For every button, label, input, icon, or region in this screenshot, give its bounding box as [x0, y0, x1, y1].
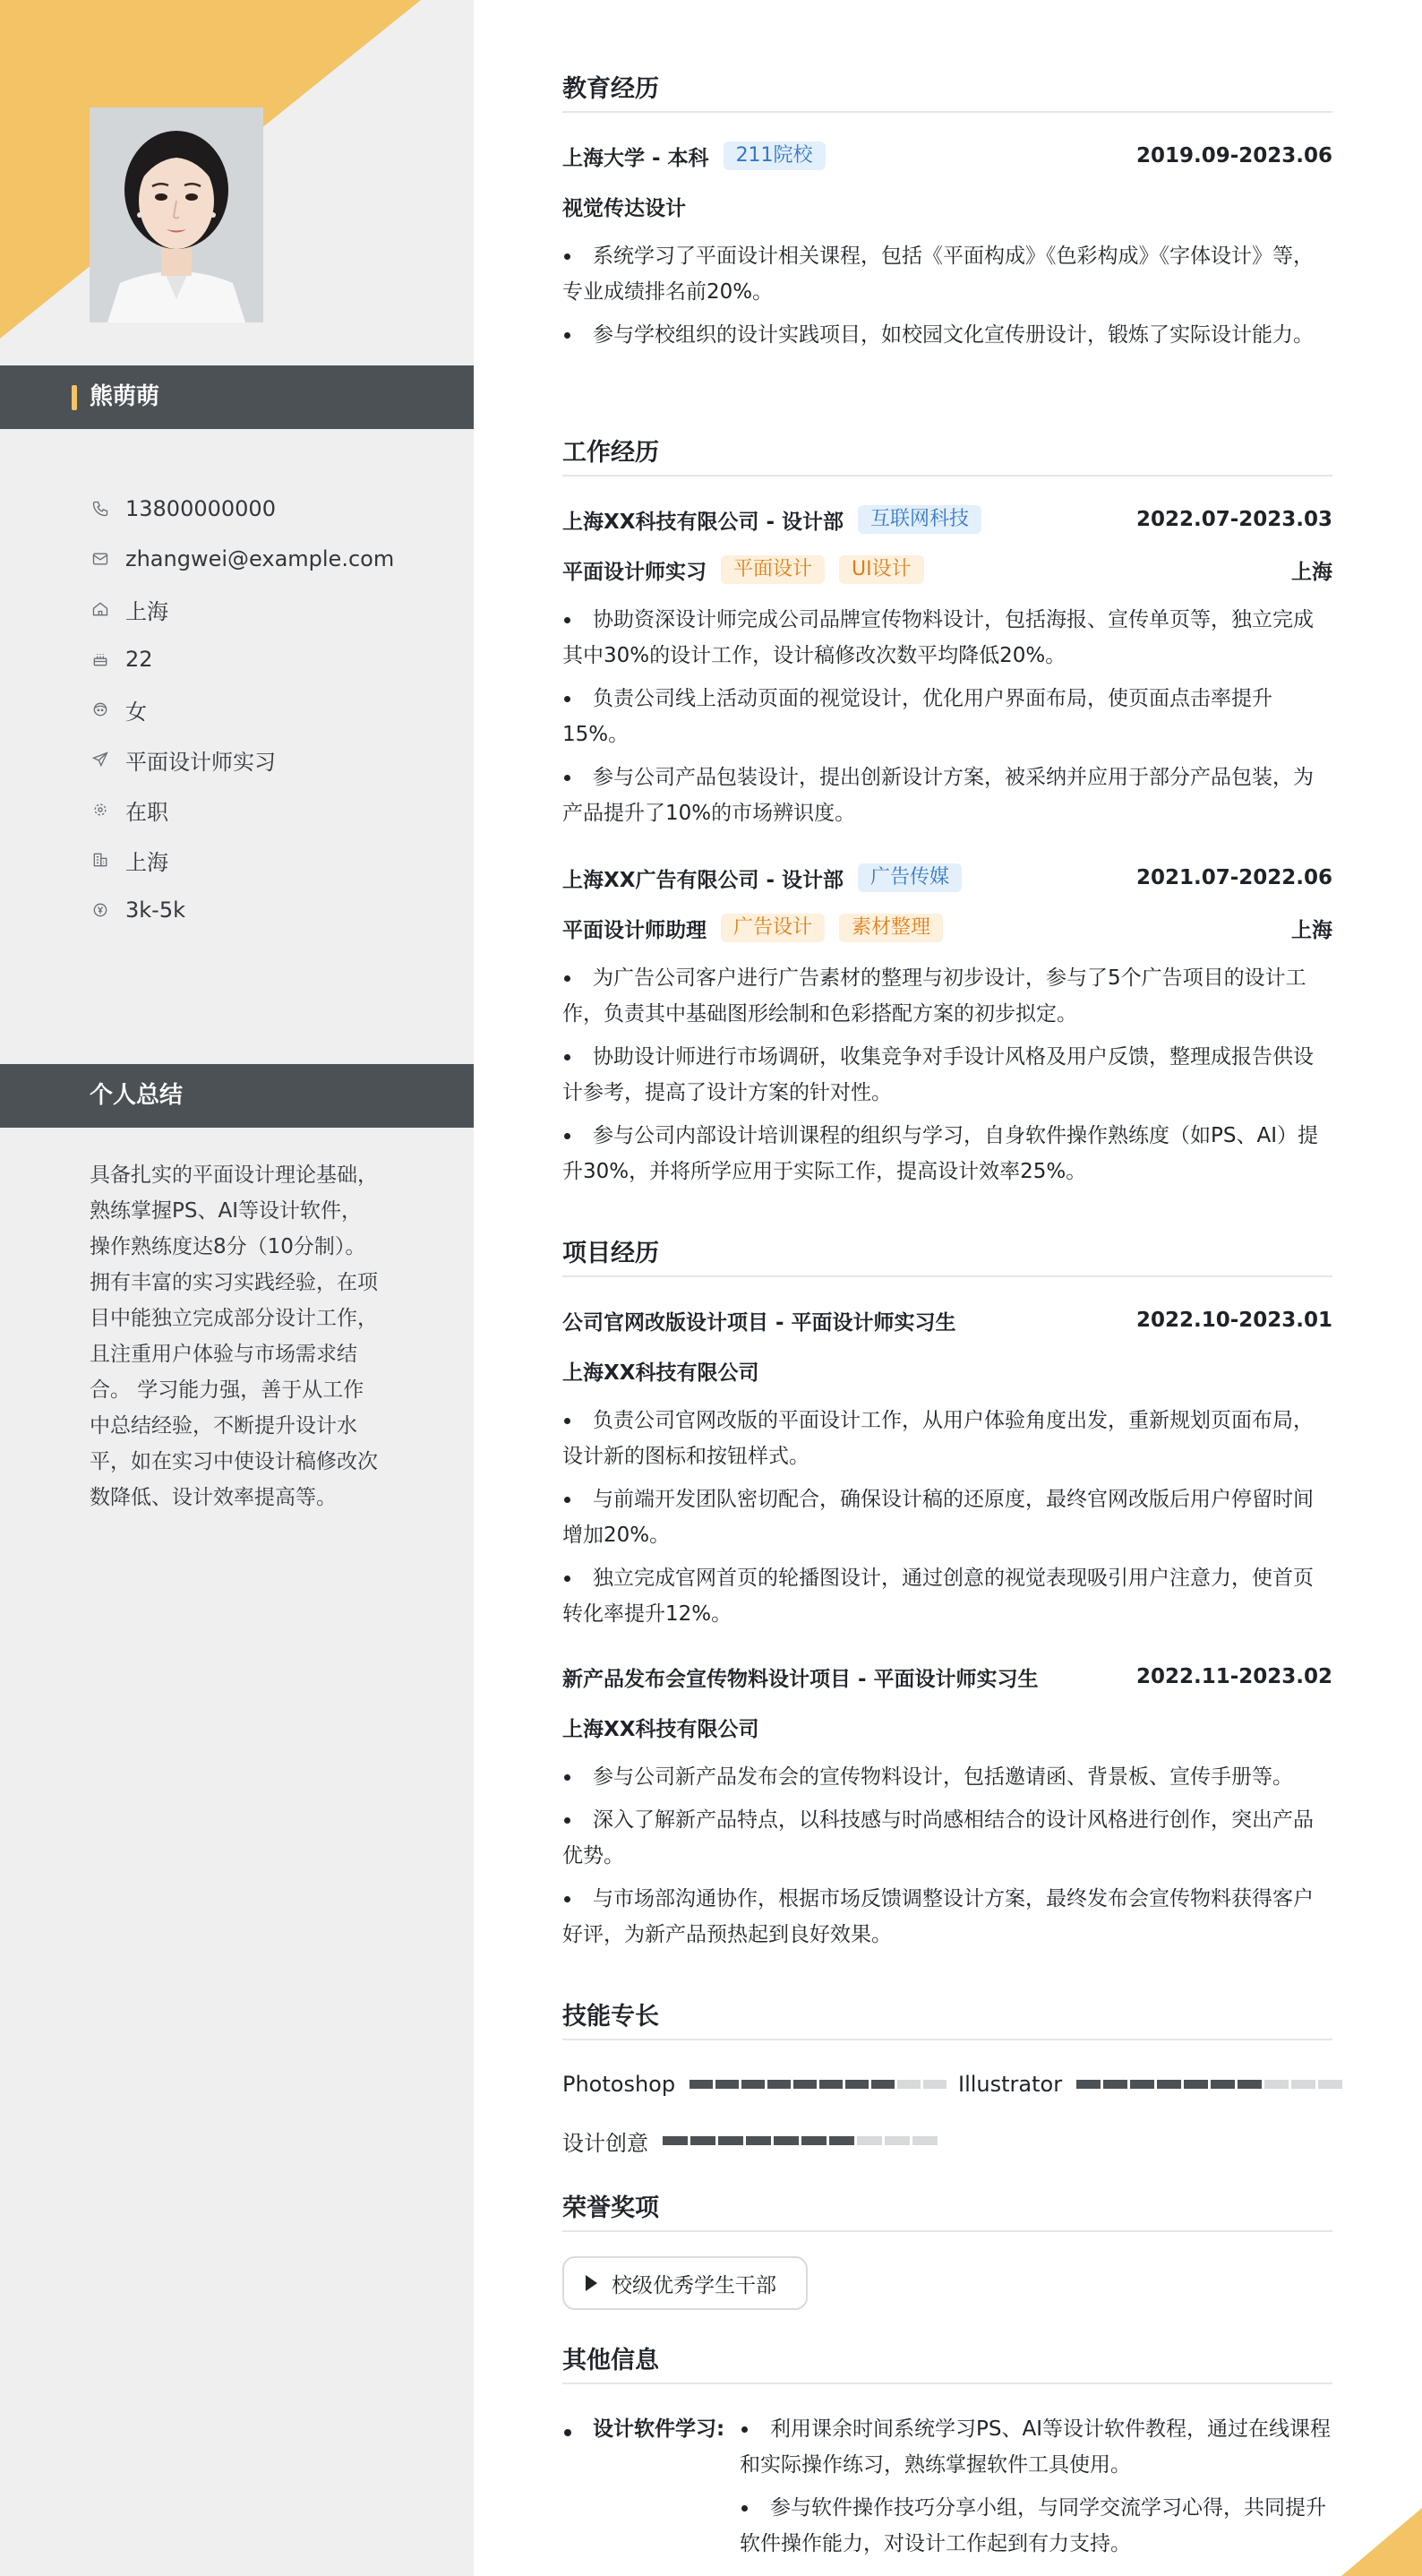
section-title-awards: 荣誉奖项	[562, 2191, 1332, 2232]
skill-level-bar	[663, 2136, 938, 2145]
list-item: 协助设计师进行市场调研，收集竞争对手设计风格及用户反馈，整理成报告供设计参考，提高了设计方案的针对性。	[562, 1039, 1332, 1111]
project-1-company-row	[562, 1352, 1332, 1388]
avatar	[90, 107, 263, 322]
info-item-job-target	[90, 734, 448, 785]
project-date: 2022.10-2023.01	[1135, 1309, 1332, 1332]
list-item: 深入了解新产品特点，以科技感与时尚感相结合的设计风格进行创作，突出产品优势。	[562, 1802, 1332, 1874]
skill-level-segment	[829, 2136, 854, 2145]
job-2-role-row	[562, 910, 1332, 946]
skill-name: 设计创意	[562, 2130, 648, 2156]
job-industry-tag: 广告传媒	[858, 863, 962, 892]
skill-level-segment	[897, 2080, 921, 2089]
skill-level-segment	[663, 2136, 688, 2145]
list-item: 独立完成官网首页的轮播图设计，通过创意的视觉表现吸引用户注意力，使首页转化率提升12%。	[562, 1560, 1332, 1632]
project-date: 2022.11-2023.02	[1135, 1665, 1332, 1688]
summary-text: 具备扎实的平面设计理论基础，熟练掌握PS、AI等设计软件，操作熟练度达8分（10分制）。 拥有丰富的实习实践经验，在项目中能独立完成部分设计工作，且注重用户体验与市场需求结合。 学习能力强，善于从工作中总结经验，不断提升设计水平，如在实习中使设计稿修改次数降低、设计效率提高等。	[90, 1163, 378, 1509]
education-date: 2019.09-2023.06	[1135, 144, 1332, 167]
candidate-name: 熊萌萌	[90, 383, 160, 410]
send-icon	[90, 749, 111, 770]
job-2-bullets	[562, 960, 1332, 1197]
skill-name: Photoshop	[562, 2072, 676, 2097]
contact-info-list	[90, 484, 448, 935]
skill-level-segment	[774, 2136, 799, 2145]
skill-level-segment	[912, 2136, 938, 2145]
phone-icon	[90, 498, 111, 519]
phone-number: 13800000000	[125, 496, 276, 521]
list-item: 负责公司线上活动页面的视觉设计，优化用户界面布局，使页面点击率提升15%。	[562, 681, 1332, 752]
job-city: 上海	[1291, 560, 1332, 584]
summary-header	[0, 1064, 474, 1128]
skill-level-segment	[923, 2080, 947, 2089]
job-company: 上海XX广告有限公司 - 设计部	[562, 868, 844, 892]
job-skill-tag: 素材整理	[839, 914, 943, 942]
job-city: 上海	[1291, 918, 1332, 942]
name-bar	[0, 365, 474, 429]
award-item[interactable]	[562, 2256, 808, 2310]
job-skill-tag: UI设计	[839, 555, 924, 584]
skill-level-segment	[718, 2136, 743, 2145]
skill-level-segment	[767, 2080, 791, 2089]
salary-icon	[90, 899, 111, 921]
project-1-bullets	[562, 1403, 1332, 1639]
age: 22	[125, 647, 153, 672]
info-item-gender	[90, 684, 448, 734]
project-2-bullets	[562, 1759, 1332, 1960]
skill-level-segment	[871, 2080, 895, 2089]
list-item: 利用课余时间系统学习PS、AI等设计软件教程，通过在线课程和实际操作练习，熟练掌握软件工具使用。	[740, 2411, 1332, 2483]
skill-level-segment	[715, 2080, 739, 2089]
project-name: 新产品发布会宣传物料设计项目 - 平面设计师实习生	[562, 1667, 1039, 1691]
play-icon	[586, 2275, 597, 2291]
mail-icon	[90, 548, 111, 570]
job-role: 平面设计师助理	[562, 918, 707, 942]
target-position: 平面设计师实习	[125, 749, 276, 775]
section-title-projects: 项目经历	[562, 1236, 1332, 1277]
info-item-status	[90, 785, 448, 835]
section-title-other: 其他信息	[562, 2343, 1332, 2384]
skill-level-segment	[1076, 2080, 1101, 2089]
bullet-dot	[564, 2429, 571, 2436]
project-company: 上海XX科技有限公司	[562, 1361, 759, 1385]
other-info-bullets	[740, 2411, 1332, 2569]
target-city: 上海	[125, 849, 168, 875]
summary-title: 个人总结	[90, 1082, 184, 1109]
list-item: 系统学习了平面设计相关课程，包括《平面构成》《色彩构成》《字体设计》等，专业成绩排名前20%。	[562, 238, 1332, 310]
education-bullets	[562, 238, 1332, 360]
job-date: 2021.07-2022.06	[1135, 866, 1332, 889]
skill-level-bar	[1076, 2080, 1342, 2089]
gender: 女	[125, 699, 147, 725]
skill-level-segment	[793, 2080, 817, 2089]
list-item: 参与软件操作技巧分享小组，与同学交流学习心得，共同提升软件操作能力，对设计工作起到有力支持。	[740, 2490, 1332, 2562]
major: 视觉传达设计	[562, 196, 686, 220]
job-role: 平面设计师实习	[562, 560, 707, 584]
skill-level-segment	[1130, 2080, 1154, 2089]
skill-level-segment	[1291, 2080, 1315, 2089]
job-1-bullets	[562, 602, 1332, 838]
job-1-header	[562, 502, 1332, 537]
skill-level-segment	[801, 2136, 827, 2145]
list-item: 协助资深设计师完成公司品牌宣传物料设计，包括海报、宣传单页等，独立完成其中30%的设计工作，设计稿修改次数平均降低20%。	[562, 602, 1332, 674]
skill-name: Illustrator	[958, 2072, 1063, 2097]
job-2-header	[562, 860, 1332, 896]
skill-level-segment	[845, 2080, 869, 2089]
skill-level-segment	[690, 2136, 715, 2145]
list-item: 与前端开发团队密切配合，确保设计稿的还原度，最终官网改版后用户停留时间增加20%。	[562, 1481, 1332, 1553]
other-info-label: 设计软件学习:	[593, 2417, 725, 2441]
education-major-row	[562, 188, 1332, 224]
job-1-role-row	[562, 552, 1332, 588]
skill-level-segment	[746, 2136, 771, 2145]
building-icon	[90, 849, 111, 871]
project-company: 上海XX科技有限公司	[562, 1717, 759, 1741]
info-item-salary	[90, 885, 448, 935]
list-item: 负责公司官网改版的平面设计工作，从用户体验角度出发，重新规划页面布局，设计新的图标和按钮样式。	[562, 1403, 1332, 1474]
education-header	[562, 138, 1332, 174]
skill-level-segment	[1211, 2080, 1235, 2089]
award-label: 校级优秀学生干部	[612, 2273, 776, 2297]
gender-icon	[90, 699, 111, 720]
skill-level-segment	[741, 2080, 765, 2089]
skill-design-creativity	[562, 2123, 938, 2159]
corner-decoration-bottom	[1341, 2508, 1422, 2576]
name-accent-mark	[72, 385, 77, 410]
section-title-skills: 技能专长	[562, 1999, 1332, 2040]
info-item-phone	[90, 484, 448, 534]
portrait-image	[90, 107, 263, 322]
job-skill-tag: 广告设计	[721, 914, 825, 942]
list-item: 参与公司内部设计培训课程的组织与学习，自身软件操作熟练度（如PS、AI）提升30%，并将所学应用于实际工作，提高设计效率25%。	[562, 1118, 1332, 1189]
job-company: 上海XX科技有限公司 - 设计部	[562, 510, 844, 534]
skill-illustrator	[958, 2066, 1342, 2102]
list-item: 参与公司新产品发布会的宣传物料设计，包括邀请函、背景板、宣传手册等。	[562, 1759, 1332, 1795]
project-name: 公司官网改版设计项目 - 平面设计师实习生	[562, 1310, 956, 1335]
list-item: 与市场部沟通协作，根据市场反馈调整设计方案，最终发布会宣传物料获得客户好评，为新产品预热起到良好效果。	[562, 1881, 1332, 1953]
skill-photoshop	[562, 2066, 947, 2102]
job-status: 在职	[125, 799, 168, 825]
job-date: 2022.07-2023.03	[1135, 508, 1332, 531]
skill-level-segment	[857, 2136, 882, 2145]
skill-level-segment	[819, 2080, 843, 2089]
skill-level-segment	[885, 2136, 910, 2145]
info-item-email	[90, 534, 448, 584]
section-title-work: 工作经历	[562, 435, 1332, 477]
skill-level-segment	[1264, 2080, 1289, 2089]
list-item: 为广告公司客户进行广告素材的整理与初步设计，参与了5个广告项目的设计工作，负责其中基础图形绘制和色彩搭配方案的初步拟定。	[562, 960, 1332, 1032]
list-item: 参与学校组织的设计实践项目，如校园文化宣传册设计，锻炼了实际设计能力。	[562, 317, 1332, 353]
school-name: 上海大学 - 本科	[562, 146, 709, 170]
info-item-location	[90, 584, 448, 634]
project-2-company-row	[562, 1709, 1332, 1745]
job-industry-tag: 互联网科技	[858, 505, 981, 534]
sidebar	[0, 0, 474, 2576]
job-skill-tag: 平面设计	[721, 555, 825, 584]
project-2-header	[562, 1659, 1332, 1695]
list-item: 参与公司产品包装设计，提出创新设计方案，被采纳并应用于部分产品包装，为产品提升了10%的市场辨识度。	[562, 760, 1332, 831]
cake-icon	[90, 648, 111, 670]
hometown: 上海	[125, 598, 168, 624]
skill-level-segment	[1184, 2080, 1208, 2089]
email-address: zhangwei@example.com	[125, 546, 395, 571]
section-title-education: 教育经历	[562, 72, 1332, 113]
skill-level-segment	[1318, 2080, 1342, 2089]
skill-level-segment	[1103, 2080, 1127, 2089]
school-tag: 211院校	[724, 142, 826, 170]
skill-level-bar	[690, 2080, 947, 2089]
home-icon	[90, 598, 111, 620]
info-item-age	[90, 634, 448, 684]
info-item-target-city	[90, 835, 448, 885]
status-icon	[90, 799, 111, 820]
expected-salary: 3k-5k	[125, 897, 185, 923]
project-1-header	[562, 1302, 1332, 1338]
skill-level-segment	[690, 2080, 713, 2089]
skill-level-segment	[1157, 2080, 1181, 2089]
skill-level-segment	[1238, 2080, 1262, 2089]
